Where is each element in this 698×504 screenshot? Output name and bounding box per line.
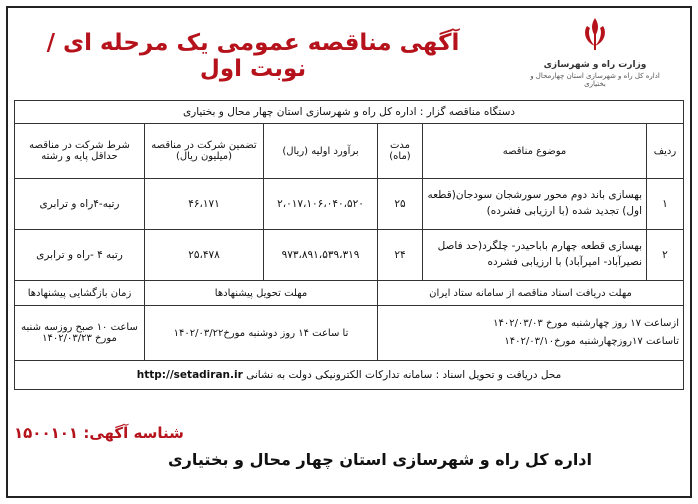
site-url-link[interactable]: http://setadiran.ir <box>136 369 243 381</box>
receive-deadline-label: مهلت دریافت اسناد مناقصه از سامانه ستاد ایران <box>378 281 684 306</box>
open-time-label: زمان بازگشایی پیشنهادها <box>15 281 145 306</box>
organizer-text: دستگاه مناقصه گزار : اداره کل راه و شهرسازی استان چهار محال و بختیاری <box>15 101 684 124</box>
deliver-deadline-value: تا ساعت ۱۴ روز دوشنبه مورخ۱۴۰۲/۰۳/۲۲ <box>145 306 378 361</box>
open-time-value: ساعت ۱۰ صبح روزسه شنبه مورخ ۱۴۰۲/۰۳/۲۳ <box>15 306 145 361</box>
ministry-logo <box>520 14 670 98</box>
ministry-name: وزارت راه و شهرسازی <box>543 60 647 70</box>
site-label: محل دریافت و تحویل اسناد : سامانه تدارکات الکترونیکی دولت به نشانی <box>246 369 562 381</box>
table-row <box>15 179 684 230</box>
organizer-row <box>15 101 684 124</box>
deadlines-values-row <box>15 306 684 361</box>
deadlines-header-row <box>15 281 684 306</box>
row-duration: ۲۴ <box>378 230 423 281</box>
receive-deadline-values <box>378 306 684 361</box>
tender-table <box>14 100 684 390</box>
row-duration: ۲۵ <box>378 179 423 230</box>
col-row-header: ردیف <box>647 124 684 179</box>
col-subject-header: موضوع مناقصه <box>423 124 647 179</box>
row-subject: بهسازی باند دوم محور سورشجان سودجان(قطعه اول) تجدید شده (با ارزیابی فشرده) <box>423 179 647 230</box>
ad-id: شناسه آگهی: ۱۵۰۰۱۰۱ <box>14 424 184 442</box>
site-row <box>15 361 684 390</box>
table-header-row <box>15 124 684 179</box>
table-row <box>15 230 684 281</box>
row-number: ۲ <box>647 230 684 281</box>
row-guarantee: ۲۵،۴۷۸ <box>145 230 264 281</box>
row-estimate: ۲،۰۱۷،۱۰۶،۰۴۰،۵۲۰ <box>264 179 378 230</box>
row-condition: رتبه-۴راه و ترابری <box>15 179 145 230</box>
notice-header <box>10 10 688 100</box>
row-condition: رتبه ۴ -راه و ترابری <box>15 230 145 281</box>
col-estimate-header: برآورد اولیه (ریال) <box>264 124 378 179</box>
col-guarantee-header: تضمین شرکت در مناقصه (میلیون ریال) <box>145 124 264 179</box>
row-number: ۱ <box>647 179 684 230</box>
col-duration-header: مدت (ماه) <box>378 124 423 179</box>
row-estimate: ۹۷۳،۸۹۱،۵۳۹،۳۱۹ <box>264 230 378 281</box>
deliver-deadline-label: مهلت تحویل پیشنهادها <box>145 281 378 306</box>
row-guarantee: ۴۶،۱۷۱ <box>145 179 264 230</box>
receive-from: ازساعت ۱۷ روز چهارشنبه مورخ ۱۴۰۲/۰۳/۰۳ <box>493 318 679 329</box>
ministry-org-sub: اداره کل راه و شهرسازی استان چهارمحال و بختیاری <box>530 72 660 88</box>
site-cell <box>15 361 684 390</box>
row-subject: بهسازی قطعه چهارم باباحیدر- چلگرد(حد فاصل نصیرآباد- امیرآباد) با ارزیابی فشرده <box>423 230 647 281</box>
receive-to: تاساعت ۱۷روزچهارشنبه مورخ۱۴۰۲/۰۳/۱۰ <box>504 336 679 347</box>
footer-org-name: اداره کل راه و شهرسازی استان چهار محال و بختیاری <box>168 450 592 469</box>
notice-title: آگهی مناقصه عمومی یک مرحله ای / نوبت اول <box>46 30 460 82</box>
col-condition-header: شرط شرکت در مناقصه حداقل پایه و رشته <box>15 124 145 179</box>
iran-emblem-icon <box>575 14 615 54</box>
